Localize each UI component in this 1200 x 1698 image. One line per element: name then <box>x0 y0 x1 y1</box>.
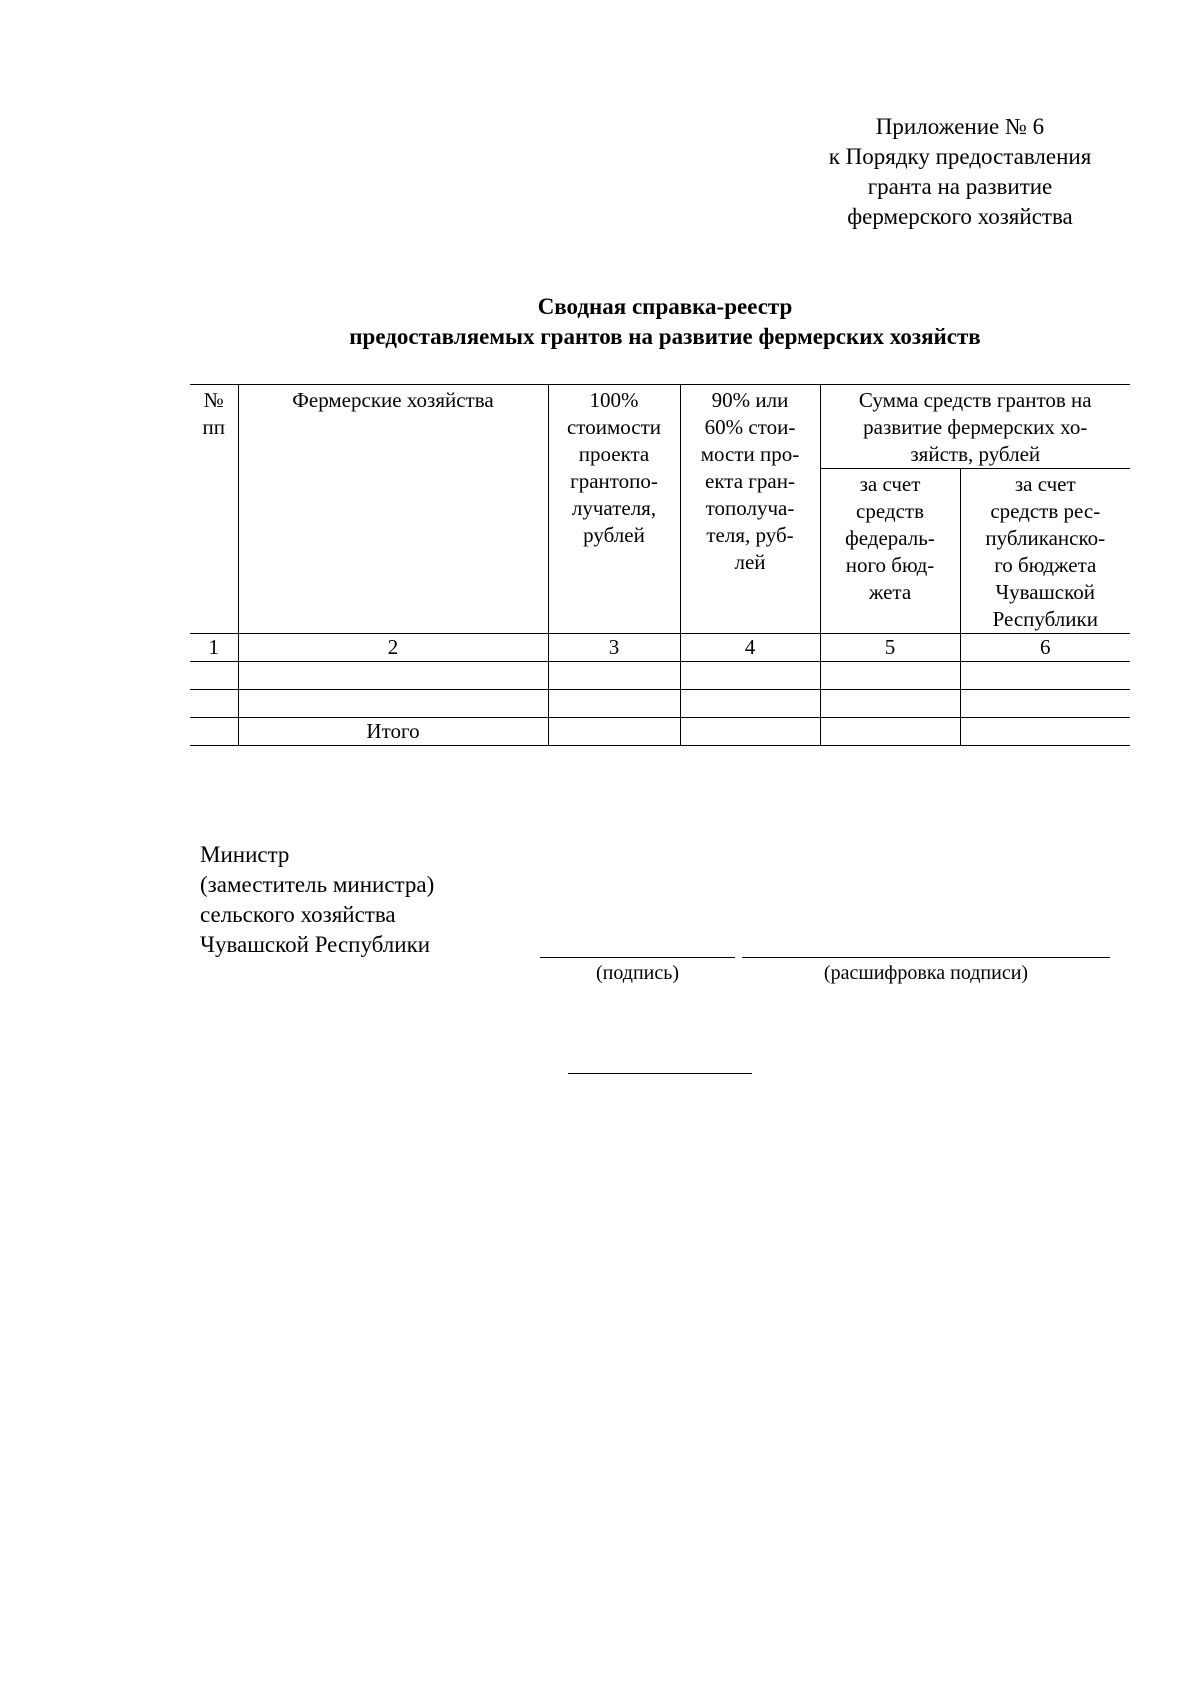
header-text: пп <box>202 415 225 439</box>
table-cell <box>820 718 960 746</box>
title-line-2: предоставляемых грантов на развитие фермерских хозяйств <box>349 324 981 349</box>
header-text: 60% стои- <box>704 415 796 439</box>
header-federal-budget <box>820 469 960 634</box>
appendix-line: Приложение № 6 <box>875 114 1045 139</box>
header-text: го бюджета <box>994 553 1097 577</box>
header-text: екта гран- <box>705 469 795 493</box>
header-text: средств <box>856 499 924 523</box>
header-text: за счет <box>1014 472 1076 496</box>
table-cell <box>960 662 1130 690</box>
table-cell <box>820 690 960 718</box>
table-cell <box>960 690 1130 718</box>
table-cell <box>548 690 680 718</box>
total-row <box>190 718 1130 746</box>
header-text: средств рес- <box>990 499 1101 523</box>
header-republic-budget <box>960 469 1130 634</box>
header-text: стоимости <box>566 415 661 439</box>
column-number: 3 <box>548 634 680 662</box>
header-text: лей <box>734 550 766 574</box>
column-number: 6 <box>960 634 1130 662</box>
header-partial-cost <box>680 385 820 634</box>
table-cell <box>238 662 548 690</box>
table-cell <box>680 718 820 746</box>
header-text: лучателя, <box>571 496 657 520</box>
table-cell <box>190 718 238 746</box>
table-row <box>190 662 1130 690</box>
header-full-cost <box>548 385 680 634</box>
table-cell <box>190 690 238 718</box>
header-grant-sum-group <box>820 385 1130 469</box>
signature-decoding-caption: (расшифровка подписи) <box>823 962 1029 984</box>
header-text: 100% <box>589 388 639 412</box>
document-title <box>190 292 1140 352</box>
table-cell <box>548 662 680 690</box>
column-number: 2 <box>238 634 548 662</box>
header-text: публиканско- <box>985 526 1106 550</box>
header-text: теля, руб- <box>706 523 794 547</box>
header-text: за счет <box>859 472 921 496</box>
header-text: грантопо- <box>570 469 658 493</box>
title-line-1: Сводная справка-реестр <box>537 294 793 319</box>
signature-line <box>540 957 735 958</box>
table-row <box>190 690 1130 718</box>
header-text: № <box>203 388 224 412</box>
appendix-reference <box>770 112 1150 232</box>
header-text: мости про- <box>700 442 800 466</box>
header-text: 90% или <box>711 388 789 412</box>
registry-table <box>190 384 1130 746</box>
signatory-line: Министр <box>200 842 290 867</box>
table-cell <box>548 718 680 746</box>
document-end-line <box>568 1073 752 1074</box>
signatory-line: Чувашской Республики <box>200 932 431 957</box>
header-text: рублей <box>583 523 645 547</box>
header-text: федераль- <box>845 526 935 550</box>
appendix-line: фермерского хозяйства <box>847 204 1073 229</box>
header-text: проекта <box>578 442 650 466</box>
header-text: Сумма средств грантов на <box>858 388 1092 412</box>
header-text: ного бюд- <box>845 553 935 577</box>
column-number: 1 <box>190 634 238 662</box>
table-cell <box>238 690 548 718</box>
appendix-line: к Порядку предоставления <box>828 144 1092 169</box>
header-text: зяйств, рублей <box>910 442 1041 466</box>
appendix-line: гранта на развитие <box>867 174 1053 199</box>
signature-decoding-line <box>742 957 1110 958</box>
header-text: жета <box>868 580 912 604</box>
header-text: Фермерские хозяйства <box>292 388 494 412</box>
table-cell <box>190 662 238 690</box>
header-text: Республики <box>992 607 1098 631</box>
signature-caption: (подпись) <box>595 962 680 984</box>
signatory-line: (заместитель министра) <box>200 872 435 897</box>
header-row-1 <box>190 385 1130 469</box>
header-farms <box>238 385 548 634</box>
column-number: 4 <box>680 634 820 662</box>
table-cell <box>680 690 820 718</box>
total-label: Итого <box>238 718 548 746</box>
table-cell <box>680 662 820 690</box>
table-cell <box>960 718 1130 746</box>
header-row-number <box>190 385 238 634</box>
header-text: развитие фермерских хо- <box>863 415 1088 439</box>
header-text: Чувашской <box>995 580 1095 604</box>
column-number-row <box>190 634 1130 662</box>
signatory-line: сельского хозяйства <box>200 902 396 927</box>
header-text: тополуча- <box>705 496 795 520</box>
table-cell <box>820 662 960 690</box>
signatory-position <box>200 840 434 960</box>
column-number: 5 <box>820 634 960 662</box>
